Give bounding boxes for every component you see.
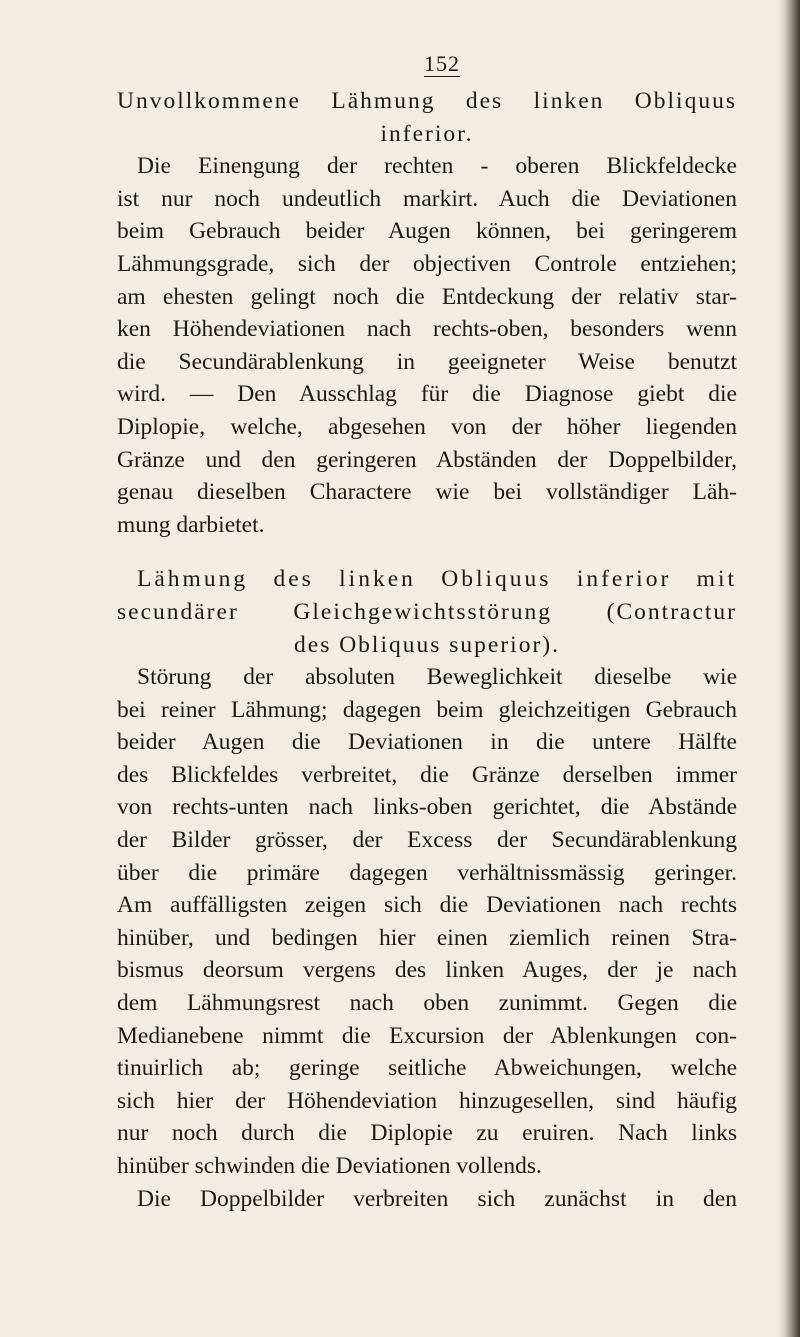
text-line: beim Gebrauch beider Augen können, bei geringerem — [117, 218, 737, 245]
section-heading-line: Unvollkommene Lähmung des linken Obliquus — [117, 88, 737, 114]
text-line: mung darbietet. — [117, 511, 265, 538]
text-line: ken Höhendeviationen nach rechts-oben, besonders wenn — [117, 316, 737, 343]
text-line: beider Augen die Deviationen in die untere Hälfte — [117, 729, 737, 756]
page-number: 152 — [424, 51, 460, 76]
page-text — [117, 85, 737, 1215]
text-line: bismus deorsum vergens des linken Auges, der je nach — [117, 957, 737, 984]
paragraph — [117, 661, 737, 1183]
text-line: am ehesten gelingt noch die Entdeckung der relativ star- — [117, 283, 737, 310]
text-line: tinuirlich ab; geringe seitliche Abweichungen, welche — [117, 1055, 737, 1082]
text-line: Die Einengung der rechten - oberen Blickfeldecke — [137, 153, 737, 180]
paragraph — [117, 1183, 737, 1216]
text-line: dem Lähmungsrest nach oben zunimmt. Gegen die — [117, 990, 737, 1017]
text-line: Diplopie, welche, abgesehen von der höher liegenden — [117, 413, 737, 440]
section-heading-line: des Obliquus superior). — [294, 631, 560, 658]
text-line: Die Doppelbilder verbreiten sich zunächst in den — [137, 1185, 737, 1212]
text-line: Störung der absoluten Beweglichkeit dieselbe wie — [137, 664, 737, 691]
text-line: von rechts-unten nach links-oben gerichtet, die Abstände — [117, 794, 737, 821]
text-line: Medianebene nimmt die Excursion der Ablenkungen con- — [117, 1022, 737, 1049]
text-line: des Blickfeldes verbreitet, die Gränze derselben immer — [117, 761, 737, 788]
book-spine-shadow — [778, 0, 800, 1337]
text-line: hinüber schwinden die Deviationen vollends. — [117, 1153, 542, 1179]
text-line: ist nur noch undeutlich markirt. Auch die Deviationen — [117, 185, 737, 212]
text-line: wird. — Den Ausschlag für die Diagnose giebt die — [117, 381, 737, 408]
section-heading-line: secundärer Gleichgewichtsstörung (Contractur — [117, 598, 737, 625]
text-line: genau dieselben Charactere wie bei vollständiger Läh- — [117, 479, 737, 506]
paragraph — [117, 150, 737, 541]
text-line: sich hier der Höhendeviation hinzugesellen, sind häufig — [117, 1087, 737, 1114]
section-heading-line: Lähmung des linken Obliquus inferior mit — [137, 566, 737, 593]
text-line: über die primäre dagegen verhältnissmässig geringer. — [117, 859, 737, 886]
paragraph-gap — [117, 541, 737, 563]
text-line: hinüber, und bedingen hier einen ziemlich reinen Stra- — [117, 924, 737, 951]
text-line: bei reiner Lähmung; dagegen beim gleichzeitigen Gebrauch — [117, 696, 737, 723]
section-heading-line: inferior. — [380, 120, 474, 147]
text-line: Am auffälligsten zeigen sich die Deviationen nach rechts — [117, 892, 737, 919]
text-line: die Secundärablenkung in geeigneter Weise benutzt — [117, 348, 737, 375]
text-line: nur noch durch die Diplopie zu eruiren. Nach links — [117, 1120, 737, 1147]
text-line: Gränze und den geringeren Abständen der Doppelbilder, — [117, 446, 737, 473]
text-line: der Bilder grösser, der Excess der Secundärablenkung — [117, 827, 737, 854]
text-line: Lähmungsgrade, sich der objectiven Controle entziehen; — [117, 250, 737, 277]
